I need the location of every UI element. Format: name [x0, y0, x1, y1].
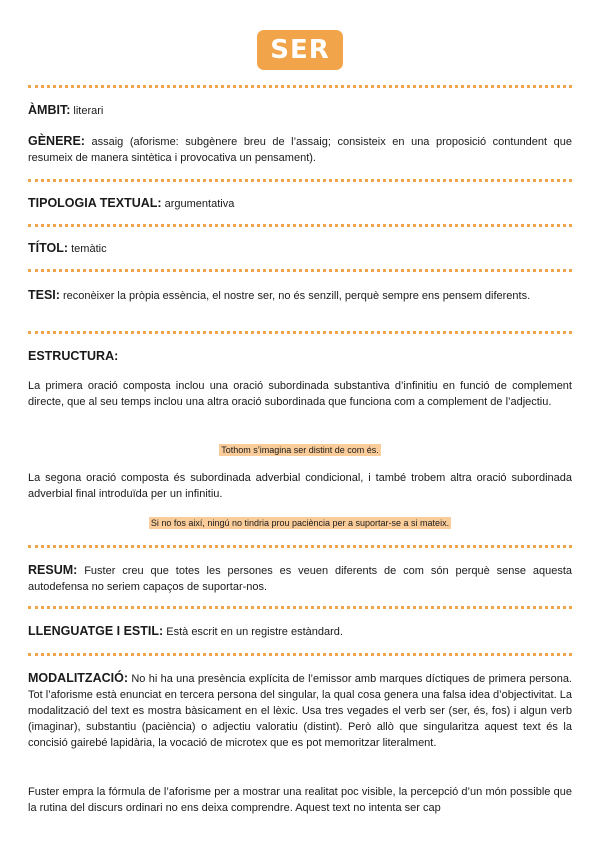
titol-text: temàtic [71, 243, 107, 255]
divider [28, 653, 572, 656]
highlighted-quote-1: Tothom s’imagina ser distint de com és. [221, 445, 379, 455]
modalitzacio-label: MODALITZACIÓ: [28, 671, 128, 685]
tipologia-label: TIPOLOGIA TEXTUAL: [28, 196, 162, 210]
divider [28, 85, 572, 88]
resum-text: Fuster creu que totes les persones es veuen diferents de com són perquè sense aquesta autodefensa no seriem capaços de suportar-nos. [28, 565, 572, 593]
divider [28, 331, 572, 334]
quote-1-wrap [0, 444, 600, 456]
estructura-paragraph-1: La primera oració composta inclou una oració subordinada substantiva d’infinitiu en funció de complement directe, que al seu temps inclou una altra oració subordinada que funciona com a complement de l’adjectiu. [28, 380, 572, 408]
section-tipologia [28, 195, 572, 212]
section-genere [28, 133, 572, 166]
genere-label: GÈNERE: [28, 134, 85, 148]
section-modalitzacio [28, 670, 572, 751]
divider [28, 545, 572, 548]
section-resum [28, 562, 572, 595]
quote-2-wrap [0, 517, 600, 529]
resum-label: RESUM: [28, 563, 78, 577]
divider [28, 269, 572, 272]
divider [28, 179, 572, 182]
tesi-label: TESI: [28, 288, 60, 302]
section-titol [28, 240, 572, 257]
section-estructura-heading [28, 348, 572, 365]
title-badge: SER [257, 30, 343, 70]
divider [28, 224, 572, 227]
llenguatge-text: Està escrit en un registre estàndard. [166, 626, 343, 638]
estructura-label: ESTRUCTURA: [28, 349, 119, 363]
highlighted-quote-2: Si no fos així, ningú no tindria prou paciència per a suportar-se a si mateix. [150, 518, 450, 528]
tipologia-text: argumentativa [164, 198, 235, 210]
titol-label: TÍTOL: [28, 241, 69, 255]
divider [28, 606, 572, 609]
section-llenguatge [28, 623, 572, 640]
section-tesi [28, 287, 572, 304]
genere-text: assaig (aforisme: subgènere breu de l’assaig; consisteix en una proposició contundent que resumeix de manera sintètica i provocativa un pensament). [28, 136, 572, 164]
section-ambit [28, 102, 572, 119]
modalitzacio-paragraph-2: Fuster empra la fórmula de l’aforisme per a mostrar una realitat poc visible, la percepció d’un món possible que la rutina del discurs ordinari no ens deixa comprendre. Aquest text no intenta ser cap [28, 786, 572, 814]
llenguatge-label: LLENGUATGE I ESTIL: [28, 624, 164, 638]
ambit-label: ÀMBIT: [28, 103, 71, 117]
estructura-paragraph-2: La segona oració composta és subordinada adverbial condicional, i també trobem altra oració subordinada adverbial final introduïda per un infinitiu. [28, 472, 572, 500]
modalitzacio-text: No hi ha una presència explícita de l’emissor amb marques díctiques de primera persona. Tot l’aforisme està enunciat en tercera persona del singular, la qual cosa genera una falsa idea d’objectivitat. La modalització del text es mostra bàsicament en el lèxic. Usa tres vegades el verb ser (ser, és, fos) i algun verb (imaginar), substantiu (paciència) o adjectiu valoratiu (distint). Però allò que singularitza aquest text és la concisió gairebé lapidària, la vocació de microtex que es pot memoritzar literalment. [28, 673, 572, 749]
tesi-text: reconèixer la pròpia essència, el nostre ser, no és senzill, perquè sempre ens pensem diferents. [63, 290, 531, 302]
ambit-text: literari [73, 105, 104, 117]
